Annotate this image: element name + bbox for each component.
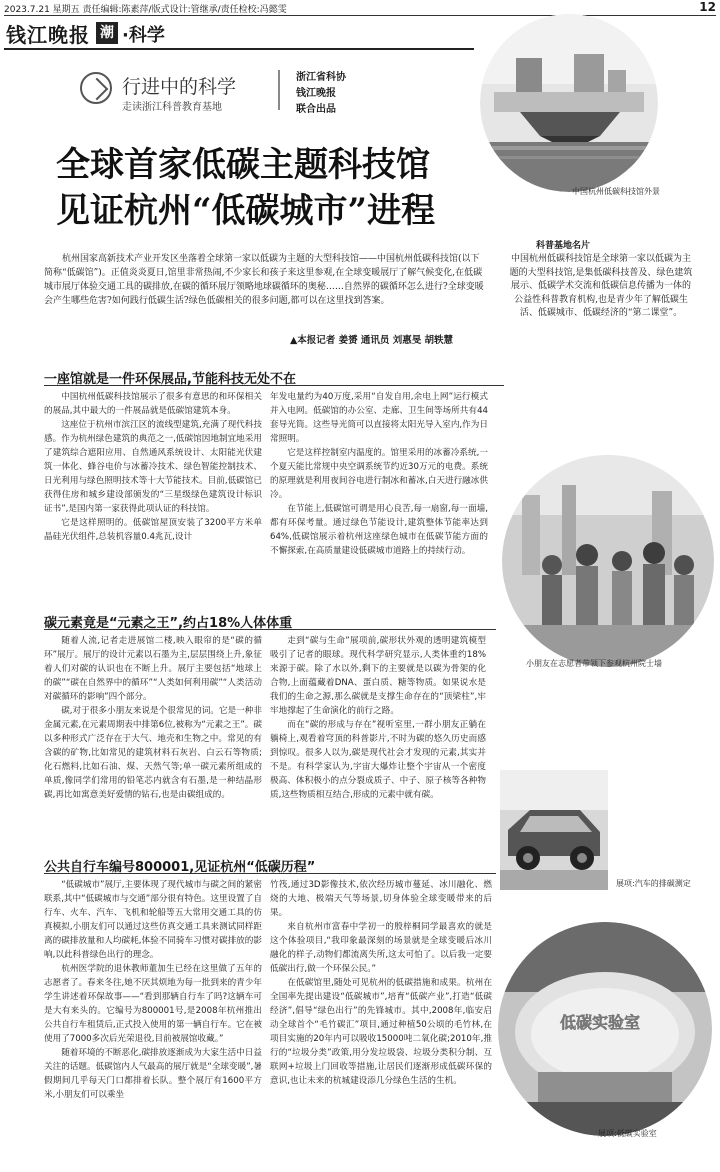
headline-line-2: 见证杭州“低碳城市”进程 xyxy=(56,191,436,231)
paper-logo: 钱江晚报 xyxy=(6,23,90,47)
page-number: 12 xyxy=(699,0,716,14)
co-producers xyxy=(296,70,346,118)
article-column xyxy=(44,878,262,1164)
paragraph: 而在“碳的形成与存在”视听室里,一群小朋友正躺在躺椅上,观看着穹顶的科普影片,不时为碳的悠久历史而感到惊叹。很多人以为,碳是现代社会才发现的元素,其实并不是。有科学家认为,宇宙大爆炸让整个宇宙从一个密度极高、体积极小的点分裂成质子、中子、原子核等各种物质,这些物质相互结合,形成的元素中就有碳。 xyxy=(270,720,486,800)
masthead xyxy=(4,17,504,47)
caption-car: 展项:汽车的排碳测定 xyxy=(616,879,691,888)
column-title: 行进中的科学 xyxy=(122,76,237,98)
paragraph: “低碳城市”展厅,主要体现了现代城市与碳之间的紧密联系,其中“低碳城市与交通”部分很有特色。这里设置了自行车、火车、汽车、飞机和轮船等五大常用交通工具的仿真模拟,小朋友们可以通过这些仿真交通工具来测试同样距离的碳排放量和人均碳耗,体验不同骑车习惯对碳排放的影响,以此科普绿色出行的理念。 xyxy=(44,880,262,960)
section-name: ·科学 xyxy=(122,25,165,46)
profile-body: 中国杭州低碳科技馆是全球第一家以低碳为主题的大型科技馆,是集低碳科技普及、绿色建筑展示、低碳学术交流和低碳信息传播为一体的公益性科普教育机构,也是青少年了解低碳生活、低碳城市、低碳经济的“第二课堂”。 xyxy=(509,254,693,318)
masthead-rule xyxy=(4,48,474,50)
paragraph: 在低碳馆里,随处可见杭州的低碳措施和成果。杭州在全国率先提出建设“低碳城市”,培育“低碳产业”,打造“低碳经济”,倡导“绿色出行”的先锋城市。其中,2008年,临安启动全球首个“毛竹碳汇”项目,通过种植50公顷的毛竹林,在项目实施的20年内可以吸收15000吨二氧化碳;2010年,推行的“垃圾分类”政策,用分发垃圾袋、垃圾分类积分制、互联网+垃圾上门回收等措施,让居民们逐渐形成低碳环保的意识,也让未来的杭城建设添几分绿色生活的生机。 xyxy=(270,978,492,1086)
org-name: 钱江晚报 xyxy=(296,88,336,99)
headline xyxy=(56,142,486,234)
photo-kids xyxy=(502,455,714,667)
paragraph: 随着环境的不断恶化,碳排放逐渐成为大家生活中日益关注的话题。低碳馆内人气最高的展厅就是“全球变暖”,暑假期间几乎每天门口都排着长队。整个展厅有1600平方米,小朋友们可以乘坐 xyxy=(44,1048,262,1100)
org-name: 浙江省科协 xyxy=(296,72,346,83)
section-rule xyxy=(44,629,496,630)
article-column xyxy=(270,878,492,1164)
article-column xyxy=(270,634,486,864)
paragraph: 年发电量约为40万度,采用“自发自用,余电上网”运行模式并入电网。低碳馆的办公室、走廊、卫生间等场所共有44套导光筒。这些导光筒可以直接将太阳光导入室内,作为日常照明。 xyxy=(270,392,488,444)
base-profile-box xyxy=(508,238,694,378)
byline: ▲本报记者 姜赟 通讯员 刘惠旻 胡轶慧 xyxy=(290,335,454,346)
paragraph: 在节能上,低碳馆可谓是用心良苦,每一扇窗,每一面墙,都有环保考量。通过绿色节能设计,建筑整体节能率达到64%,低碳馆展示着杭州这座绿色城市在低碳节能方面的不懈探索,在高质量建设低碳城市道路上的持续行动。 xyxy=(270,504,488,556)
paragraph: 来自杭州市富春中学初一的殷梓桐同学最喜欢的就是这个体验项目,“我印象最深刻的场景就是全球变暖后冰川融化的样子,动物们都流离失所,这太可怕了。以后我一定要低碳出行,做一个环保公民。” xyxy=(270,922,492,974)
progress-arrow-icon xyxy=(80,72,112,104)
paragraph: 这座位于杭州市滨江区的流线型建筑,充满了现代科技感。作为杭州绿色建筑的典范之一,低碳馆因地制宜地采用了建筑综合遮阳应用、自然通风系统设计、太阳能光伏建筑一体化、蜂谷电价与冰蓄冷技术、绿色智能控制技术、日光利用与绿色照明技术等十大节能技术。目前,低碳馆已获得住房和城乡建设部颁发的“三星级绿色建筑设计标识证书”,是国内第一家获得此项认证的科技馆。 xyxy=(44,420,262,514)
paragraph: 杭州医学院的退休教师董加生已经在这里做了五年的志愿者了。春来冬往,她不厌其烦地为每一批到来的青少年学生讲述着环保故事——“看到那辆自行车了吗?这辆车可是大有来头的。它编号为800001号,是2008年杭州推出公共自行车租赁后,正式投入使用的第一辆自行车。它在被使用了7000多次后光荣退役,目前被展馆收藏。” xyxy=(44,964,262,1044)
column-subtitle: 走读浙江科普教育基地 xyxy=(122,102,222,113)
issue-meta: 2023.7.21 星期五 责任编辑:陈素萍/版式设计:管继承/责任检校:冯懿雯 xyxy=(4,5,287,15)
section-heading: 公共自行车编号800001,见证杭州“低碳历程” xyxy=(44,860,316,875)
paragraph: 随着人流,记者走进展馆二楼,映入眼帘的是“碳的循环”展厅。展厅的设计元素以石墨为主,层层围绕上升,象征着人们对碳的认识也在不断上升。展厅主要包括“地球上的碳”“碳在自然界中的循环”“人类如何利用碳”“人类活动对碳循环的影响”四个部分。 xyxy=(44,636,262,702)
lab-sign: 低碳实验室 xyxy=(560,1013,641,1032)
lead-paragraph: 杭州国家高新技术产业开发区坐落着全球第一家以低碳为主题的大型科技馆——中国杭州低碳科技馆(以下简称“低碳馆”)。正值炎炎夏日,馆里非常热闹,不少家长和孩子来这里参观,在全球变暖展厅了解气候变化,在低碳城市展厅体验交通工具的碳排放,在碳的循环展厅领略地球碳循环的奥秘……自然界的碳循环怎么进行?全球变暖会产生哪些危害?如何践行低碳生活?绿色低碳相关的很多问题,都可以在这里找到答案。 xyxy=(44,254,484,306)
paragraph: 竹筏,通过3D影像技术,依次经历城市蔓延、冰川融化、燃烧的大地、极端天气等场景,切身体验全球变暖带来的后果。 xyxy=(270,880,492,918)
paragraph: 它是这样照明的。低碳馆屋顶安装了3200平方米单晶硅光伏组件,总装机容量0.4兆瓦,设计 xyxy=(44,518,262,542)
section-rule xyxy=(44,873,496,874)
article-column xyxy=(44,634,262,864)
paragraph: 中国杭州低碳科技馆展示了很多有意思的和环保相关的展品,其中最大的一件展品就是低碳馆建筑本身。 xyxy=(44,392,262,416)
section-heading: 碳元素竟是“元素之王”,约占18%人体体重 xyxy=(44,616,293,631)
paragraph: 走到“碳与生命”展项前,碳形状外观的透明建筑模型吸引了记者的眼球。现代科学研究显示,人类体重约18%来源于碳。除了水以外,剩下的主要就是以碳为骨架的化合物,上面蕴藏着DNA、蛋白质、糖等物质。如果说水是我们的生命之源,那么碳就是支撑生命存在的“顶梁柱”,牢牢地撑起了生命演化的前行之路。 xyxy=(270,636,486,716)
profile-heading: 科普基地名片 xyxy=(536,241,591,251)
article-column xyxy=(270,390,488,592)
section-rule xyxy=(44,385,504,386)
org-name: 联合出品 xyxy=(296,104,336,115)
photo-lab xyxy=(498,922,712,1136)
section-heading: 一座馆就是一件环保展品,节能科技无处不在 xyxy=(44,372,296,387)
paragraph: 碳,对于很多小朋友来说是个很常见的词。它是一种非金属元素,在元素周期表中排第6位,被称为“元素之王”。碳以多种形式广泛存在于大气、地壳和生物之中。常见的有含碳的矿物,比如常见的建筑材料石灰岩、白云石等物质;化石燃料,比如石油、煤、天然气等;单一碳元素所组成的单质,像同学们常用的铅笔芯内就含有石墨,是一种结晶形碳,再比如寓意美好爱情的钻石,也是由碳组成的。 xyxy=(44,706,262,800)
caption-lab: 展项:低碳实验室 xyxy=(598,1129,657,1138)
photo-car xyxy=(500,770,608,890)
headline-line-1: 全球首家低碳主题科技馆 xyxy=(56,145,430,185)
section-badge: 潮 xyxy=(96,22,118,44)
caption-kids: 小朋友在志愿者带领下参观杭州院士墙 xyxy=(526,659,662,668)
column-banner xyxy=(62,64,462,120)
page-header xyxy=(4,0,716,16)
photo-exterior xyxy=(480,14,658,192)
caption-exterior: 中国杭州低碳科技馆外景 xyxy=(572,187,660,196)
article-column xyxy=(44,390,262,592)
paragraph: 它是这样控制室内温度的。馆里采用的冰蓄冷系统,一个夏天能比常规中央空调系统节约近30万元的电费。系统的原理就是利用夜间谷电进行制冰和蓄冰,白天进行融冰供冷。 xyxy=(270,448,488,500)
